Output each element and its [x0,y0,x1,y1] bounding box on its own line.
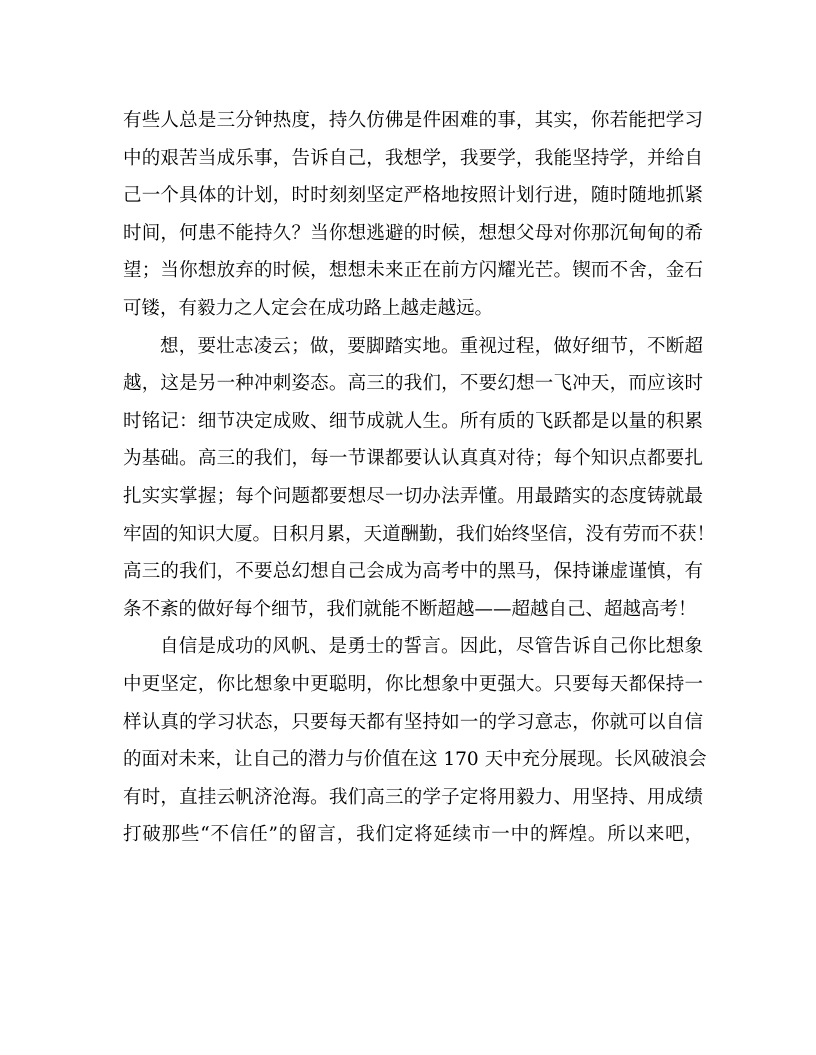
text-line: 可镂，有毅力之人定会在成功路上越走越远。 [123,297,494,319]
text-line: 有时，直挂云帆济沧海。我们高三的学子定将用毅力、用坚持、用成绩 [123,786,703,808]
text-line: 牢固的知识大厦。日积月累，天道酬勤，我们始终坚信，没有劳而不获！ [123,523,716,545]
document-body [123,102,716,854]
text-line: 样认真的学习状态，只要每天都有坚持如一的学习意志，你就可以自信 [123,711,703,733]
text-line: 有些人总是三分钟热度，持久仿佛是件困难的事，其实，你若能把学习 [123,110,703,131]
text-line: 打破那些“不信任”的留言，我们定将延续市一中的辉煌。所以来吧， [123,824,703,846]
text-line: 时间，何患不能持久？当你想逃避的时候，想想父母对你那沉甸甸的希 [123,222,703,244]
text-line: 扎实实掌握；每个问题都要想尽一切办法弄懂。用最踏实的态度铸就最 [123,485,703,507]
text-line: 中更坚定，你比想象中更聪明，你比想象中更强大。只要每天都保持一 [123,673,703,695]
text-line: 条不紊的做好每个细节，我们就能不断超越——超越自己、超越高考！ [123,598,697,620]
text-line: 己一个具体的计划，时时刻刻坚定严格地按照计划行进，随时随地抓紧 [123,185,703,207]
text-line: 时铭记：细节决定成败、细节成就人生。所有质的飞跃都是以量的积累 [123,410,703,432]
text-line: 为基础。高三的我们，每一节课都要认认真真对待；每个知识点都要扎 [123,448,703,470]
text-line: 望；当你想放弃的时候，想想未来正在前方闪耀光芒。锲而不舍，金石 [123,260,703,282]
text-line: 自信是成功的风帆、是勇士的誓言。因此，尽管告诉自己你比想象 [160,636,703,658]
text-line: 中的艰苦当成乐事，告诉自己，我想学，我要学，我能坚持学，并给自 [123,147,703,169]
text-line: 的面对未来，让自己的潜力与价值在这 170 天中充分展现。长风破浪会 [123,749,707,771]
text-line: 想，要壮志凌云；做，要脚踏实地。重视过程，做好细节，不断超 [160,335,703,357]
text-line: 高三的我们，不要总幻想自己会成为高考中的黑马，保持谦虚谨慎，有 [123,561,703,583]
text-line: 越，这是另一种冲刺姿态。高三的我们，不要幻想一飞冲天，而应该时 [123,373,703,395]
